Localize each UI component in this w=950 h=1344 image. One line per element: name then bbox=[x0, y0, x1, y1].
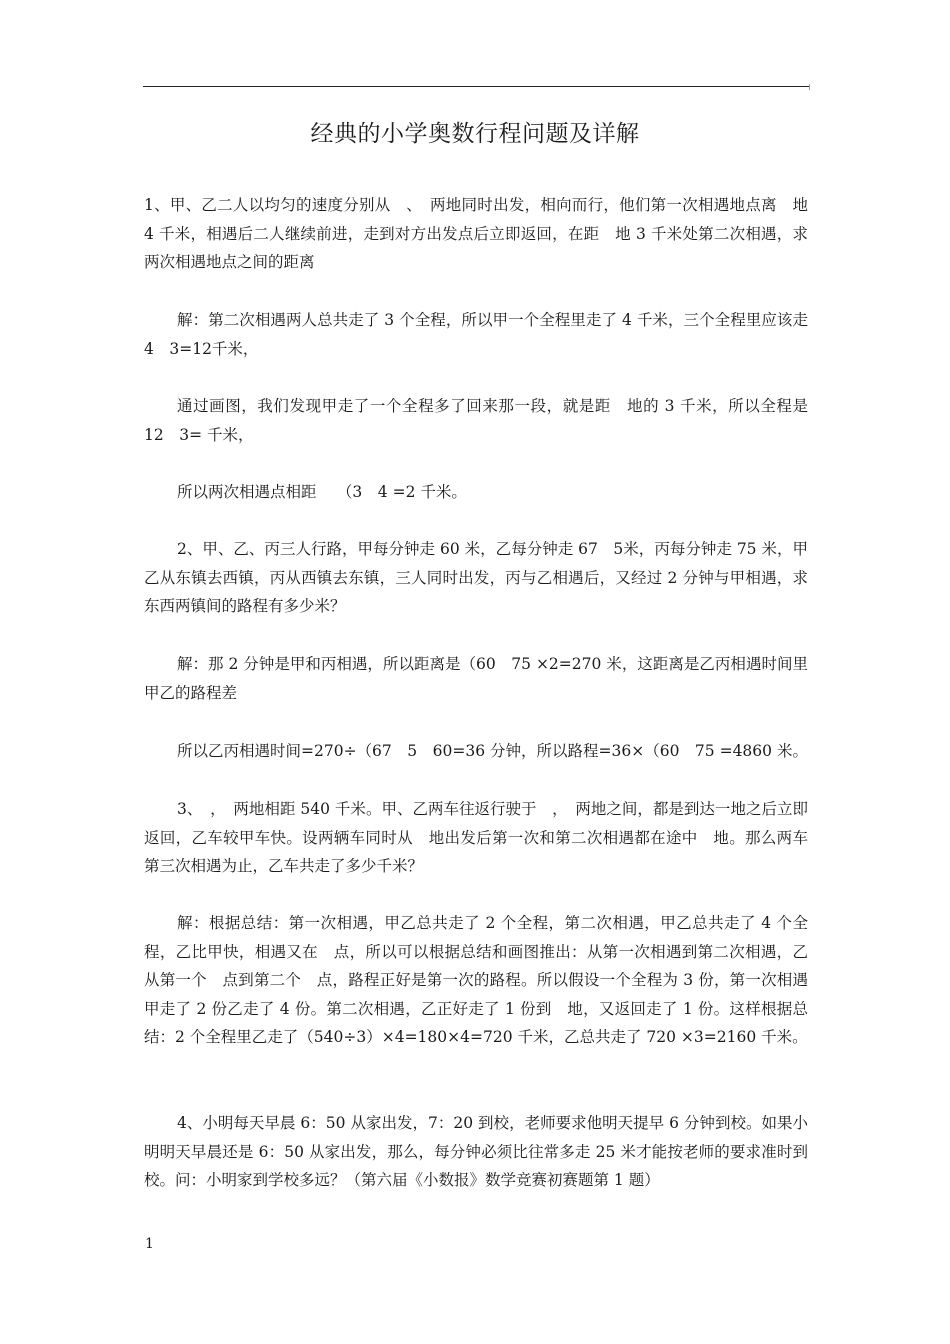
solution-2-step-2: 所以乙丙相遇时间=270÷（67 5 60=36 分钟，所以路程=36×（60 75 =4860 米。 bbox=[177, 742, 808, 760]
problem-2: 2、甲、乙、丙三人行路，甲每分钟走 60 米，乙每分钟走 67 5米，丙每分钟走 75 米，甲乙从东镇去西镇，丙从西镇去东镇，三人同时出发，丙与乙相遇后，又经过 2 分钟与甲相遇，求东西两镇间的路程有多少米？ bbox=[144, 540, 808, 615]
header-rule-tick bbox=[809, 84, 810, 90]
solution-2-step-1: 解：那 2 分钟是甲和丙相遇，所以距离是（60 75 ×2=270 米，这距离是乙丙相遇时间里甲乙的路程差 bbox=[144, 655, 808, 702]
solution-1-step-3: 所以两次相遇点相距 （3 4 =2 千米。 bbox=[177, 483, 467, 501]
problem-4: 4、小明每天早晨 6：50 从家出发，7：20 到校，老师要求他明天提早 6 分钟到校。如果小明明天早晨还是 6：50 从家出发，那么，每分钟必须比往常多走 25 米才能按老师的要求准时到校。问：小明家到学校多远？（第六届《小数报》数学竞赛初赛题第 1 题） bbox=[144, 1114, 808, 1189]
header-rule bbox=[143, 86, 809, 87]
solution-1-step-2: 通过画图，我们发现甲走了一个全程多了回来那一段，就是距 地的 3 千米，所以全程是 12 3= 千米， bbox=[144, 397, 808, 444]
solution-3: 解：根据总结：第一次相遇，甲乙总共走了 2 个全程，第二次相遇，甲乙总共走了 4 个全程，乙比甲快，相遇又在 点，所以可以根据总结和画图推出：从第一次相遇到第二次相遇，乙从第一个 点到第二个 点，路程正好是第一次的路程。所以假设一个全程为 3 份，第一次相遇甲走了 2 份乙走了 4 份。第二次相遇，乙正好走了 1 份到 地，又返回走了 1 份。这样根据总结：2 个全程里乙走了（540÷3）×4=180×4=720 千米，乙总共走了 720 ×3=2160 千米。 bbox=[144, 914, 808, 1046]
document-title: 经典的小学奥数行程问题及详解 bbox=[310, 121, 640, 147]
page-number: 1 bbox=[145, 1236, 154, 1252]
problem-3: 3、 ， 两地相距 540 千米。甲、乙两车往返行驶于 ， 两地之间，都是到达一地之后立即返回，乙车较甲车快。设两辆车同时从 地出发后第一次和第二次相遇都在途中 地。那么两车第三次相遇为止，乙车共走了多少千米？ bbox=[144, 800, 808, 875]
problem-1: 1、甲、乙二人以均匀的速度分别从 、 两地同时出发，相向而行，他们第一次相遇地点离 地 4 千米，相遇后二人继续前进，走到对方出发点后立即返回，在距 地 3 千米处第二次相遇，求两次相遇地点之间的距离 bbox=[144, 196, 808, 271]
solution-1-step-1: 解：第二次相遇两人总共走了 3 个全程，所以甲一个全程里走了 4 千米，三个全程里应该走 4 3=12千米， bbox=[144, 311, 808, 358]
